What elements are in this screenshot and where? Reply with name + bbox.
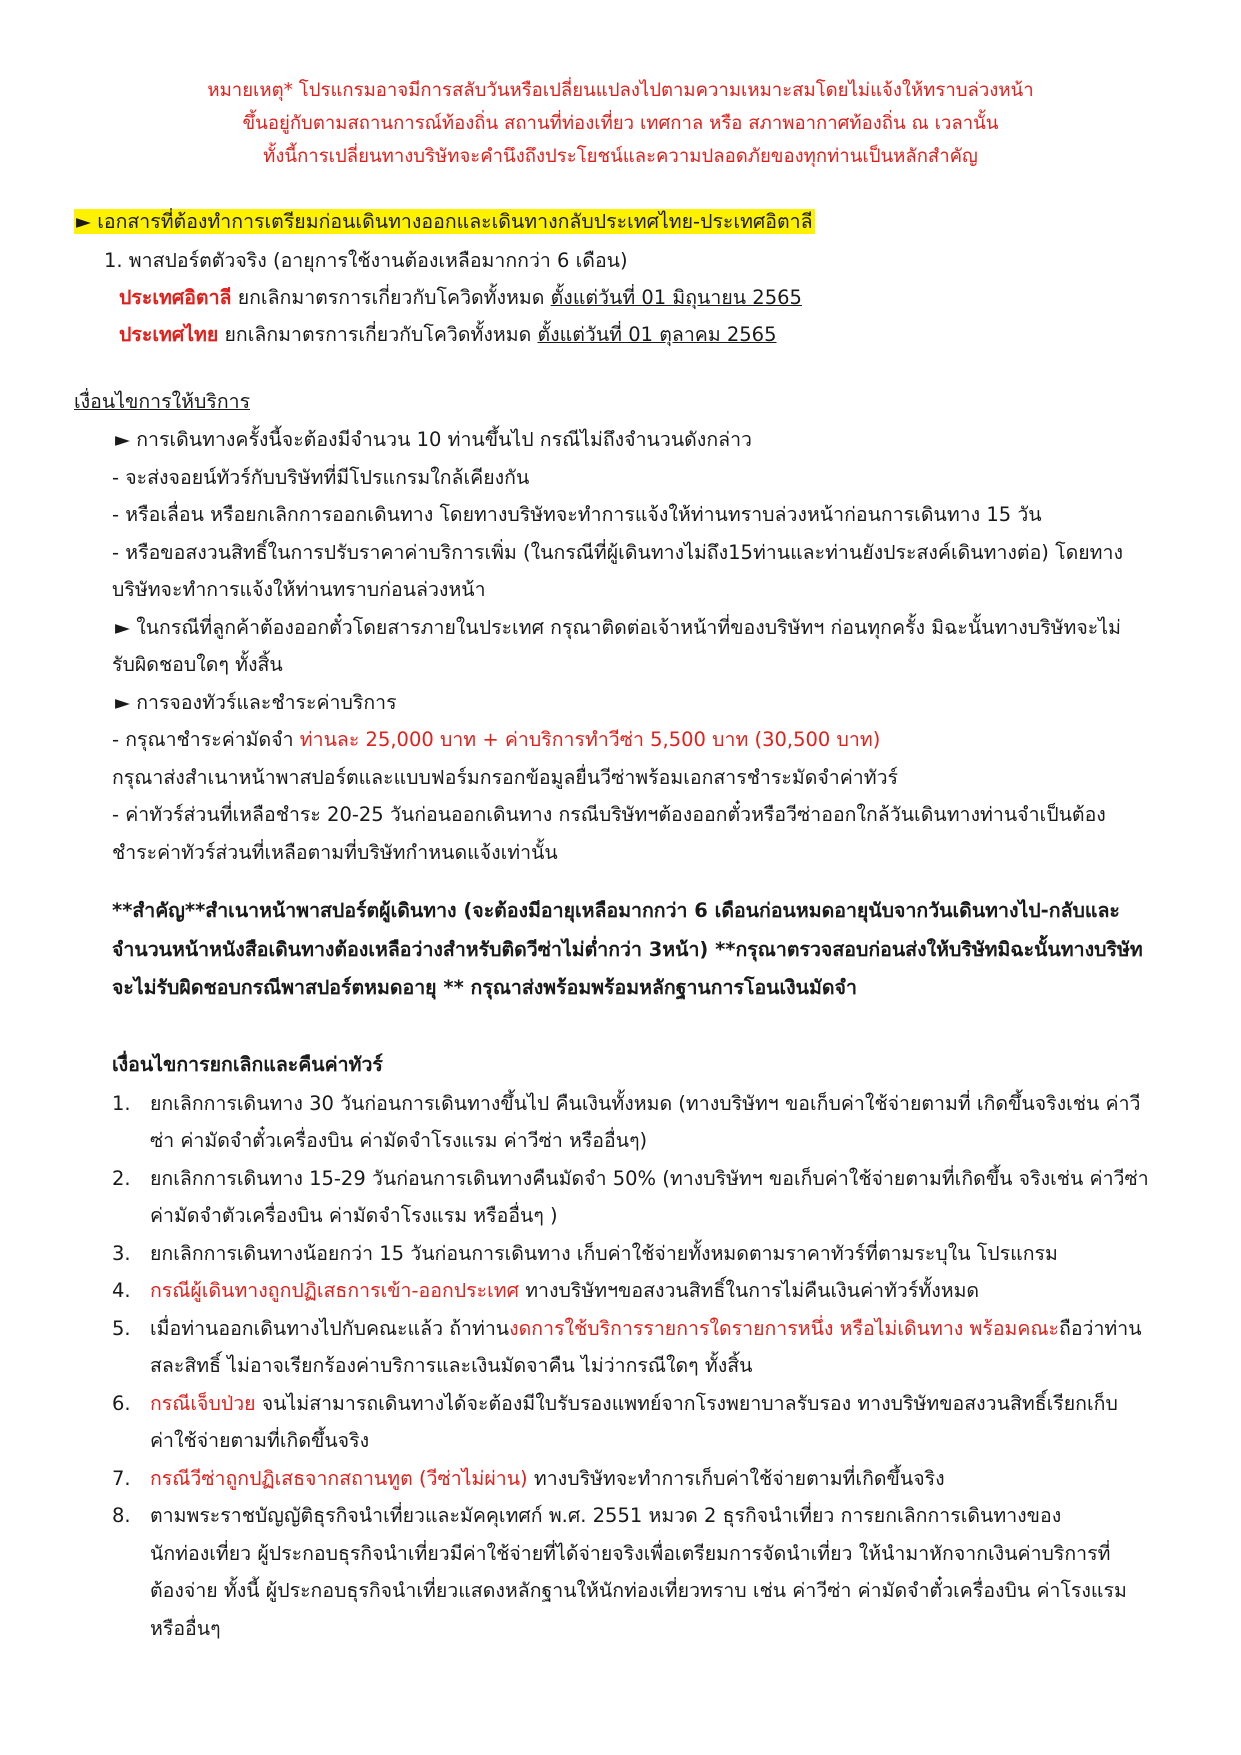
cancel-item-2-number: 2. [112,1167,131,1190]
cancel-item-1-line-a: ยกเลิกการเดินทาง 30 วันก่อนการเดินทางขึ้นไป คืนเงินทั้งหมด (ทางบริษัทฯ ขอเก็บค่าใช้จ่ายตามที่ เกิดขึ้นจริงเช่น ค่าวี [150,1092,1141,1115]
cancel-item-6-number: 6. [112,1392,131,1415]
deposit-line [112,725,880,755]
cancel-item-1-number: 1. [112,1092,131,1115]
cancel-item-7-line-a [150,1464,945,1494]
condition-line-4a: - หรือขอสงวนสิทธิ์ในการปรับราคาค่าบริการเพิ่ม (ในกรณีที่ผู้เดินทางไม่ถึง15ท่านและท่านยังประสงค์เดินทางต่อ) โดยทาง [112,541,1124,564]
cancel-item-7-red: กรณีวีซ่าถูกปฏิเสธจากสถานทูต (วีซ่าไม่ผ่าน) [150,1467,528,1490]
disclaimer-notice [0,74,1241,173]
cancel-item-5-line-b: สละสิทธิ์ ไม่อาจเรียกร้องค่าบริการและเงินมัดจาคืน ไม่ว่ากรณีใดๆ ทั้งสิ้น [150,1354,753,1377]
deposit-prefix: - กรุณาชำระค่ามัดจำ [112,728,300,751]
cancel-item-4-number: 4. [112,1279,131,1302]
cancel-item-2-line-a: ยกเลิกการเดินทาง 15-29 วันก่อนการเดินทางคืนมัดจำ 50% (ทางบริษัทฯ ขอเก็บค่าใช้จ่ายตามที่เกิดขึ้น จริงเช่น ค่าวีซ่า [150,1167,1149,1190]
cancel-item-6-text: จนไม่สามารถเดินทางได้จะต้องมีใบรับรองแพทย์จากโรงพยาบาลรับรอง ทางบริษัทขอสงวนสิทธิ์เรียกเก็บ [255,1392,1118,1415]
cancel-item-8-line-d: หรืออื่นๆ [150,1617,221,1640]
documents-heading-text: ► เอกสารที่ต้องทำการเตรียมก่อนเดินทางออกและเดินทางกลับประเทศไทย-ประเทศอิตาลี [76,210,813,233]
important-line-2: จำนวนหน้าหนังสือเดินทางต้องเหลือว่างสำหรับติดวีซ่าไม่ต่ำกว่า 3หน้า) **กรุณาตรวจสอบก่อนส่งให้บริษัทมิฉะนั้นทางบริษัท [112,938,1143,961]
italy-text: ยกเลิกมาตรการเกี่ยวกับโควิดทั้งหมด [231,286,551,309]
cancel-item-6-red: กรณีเจ็บป่วย [150,1392,256,1415]
thai-label: ประเทศไทย [119,323,219,346]
cancel-item-7-text: ทางบริษัทจะทำการเก็บค่าใช้จ่ายตามที่เกิดขึ้นจริง [527,1467,945,1490]
condition-line-1: ► การเดินทางครั้งนี้จะต้องมีจำนวน 10 ท่านขึ้นไป กรณีไม่ถึงจำนวนดังกล่าว [115,428,752,451]
italy-date: ตั้งแต่วันที่ 01 มิถุนายน 2565 [550,286,802,309]
cancel-item-3-number: 3. [112,1242,131,1265]
important-line-3: จะไม่รับผิดชอบกรณีพาสปอร์ตหมดอายุ ** กรุณาส่งพร้อมพร้อมหลักฐานการโอนเงินมัดจำ [112,976,857,999]
condition-line-5a: ► ในกรณีที่ลูกค้าต้องออกตั๋วโดยสารภายในประเทศ กรุณาติดต่อเจ้าหน้าที่ของบริษัทฯ ก่อนทุกครั้ง มิฉะนั้นทางบริษัทจะไม่ [115,616,1121,639]
cancel-item-3-line-a: ยกเลิกการเดินทางน้อยกว่า 15 วันก่อนการเดินทาง เก็บค่าใช้จ่ายทั้งหมดตามราคาทัวร์ที่ตามระบุใน โปรแกรม [150,1242,1058,1265]
condition-line-5b: รับผิดชอบใดๆ ทั้งสิ้น [112,653,283,676]
cancel-item-2-line-b: ค่ามัดจำตัวเครื่องบิน ค่ามัดจำโรงแรม หรืออื่นๆ ) [150,1204,558,1227]
conditions-heading: เงื่อนไขการให้บริการ [74,390,251,413]
documents-heading [74,207,815,237]
passport-requirement: 1. พาสปอร์ตตัวจริง (อายุการใช้งานต้องเหลือมากกว่า 6 เดือน) [104,249,628,272]
italy-covid-note [119,283,802,313]
cancel-item-8-line-a: ตามพระราชบัญญัติธุรกิจนำเที่ยวและมัคคุเทศก์ พ.ศ. 2551 หมวด 2 ธุรกิจนำเที่ยว การยกเลิกการเดินทางของ [150,1504,1062,1527]
cancel-item-7-number: 7. [112,1467,131,1490]
condition-line-9a: - ค่าทัวร์ส่วนที่เหลือชำระ 20-25 วันก่อนออกเดินทาง กรณีบริษัทฯต้องออกตั๋วหรือวีซ่าออกใกล้วันเดินทางท่านจำเป็นต้อง [112,803,1106,826]
cancel-item-8-line-b: นักท่องเที่ยว ผู้ประกอบธุรกิจนำเที่ยวมีค่าใช้จ่ายที่ได้จ่ายจริงเพื่อเตรียมการจัดนำเที่ยว ให้นำมาหักจากเงินค่าบริการที่ [150,1542,1111,1565]
cancel-item-6-line-b: ค่าใช้จ่ายตามที่เกิดขึ้นจริง [150,1429,370,1452]
condition-line-8: กรุณาส่งสำเนาหน้าพาสปอร์ตและแบบฟอร์มกรอกข้อมูลยื่นวีซ่าพร้อมเอกสารชำระมัดจำค่าทัวร์ [112,766,898,789]
thai-date: ตั้งแต่วันที่ 01 ตุลาคม 2565 [537,323,777,346]
condition-line-6: ► การจองทัวร์และชำระค่าบริการ [115,691,397,714]
important-line-1: **สำคัญ**สำเนาหน้าพาสปอร์ตผู้เดินทาง (จะต้องมีอายุเหลือมากกว่า 6 เดือนก่อนหมดอายุนับจากวันเดินทางไป-กลับและ [112,899,1120,922]
cancel-item-4-line-a [150,1276,979,1306]
cancel-item-8-number: 8. [112,1504,131,1527]
cancel-item-8-line-c: ต้องจ่าย ทั้งนี้ ผู้ประกอบธุรกิจนำเที่ยวแสดงหลักฐานให้นักท่องเที่ยวทราบ เช่น ค่าวีซ่า ค่ามัดจำตั๋วเครื่องบิน ค่าโรงแรม [150,1579,1127,1602]
condition-line-4b: บริษัทจะทำการแจ้งให้ท่านทราบก่อนล่วงหน้า [112,578,486,601]
deposit-amount: ท่านละ 25,000 บาท + ค่าบริการทำวีซ่า 5,500 บาท (30,500 บาท) [299,728,881,751]
cancel-item-5-number: 5. [112,1317,131,1340]
cancel-item-4-text: ทางบริษัทฯขอสงวนสิทธิ์ในการไม่คืนเงินค่าทัวร์ทั้งหมด [519,1279,980,1302]
cancel-item-1-line-b: ซ่า ค่ามัดจำตั๋วเครื่องบิน ค่ามัดจำโรงแรม ค่าวีซ่า หรืออื่นๆ) [150,1129,648,1152]
thai-covid-note [119,320,777,350]
notice-line-2: ขึ้นอยู่กับตามสถานการณ์ท้องถิ่น สถานที่ท่องเที่ยว เทศกาล หรือ สภาพอากาศท้องถิ่น ณ เวลานั้น [242,113,999,134]
condition-line-2: - จะส่งจอยน์ทัวร์กับบริษัทที่มีโปรแกรมใกล้เคียงกัน [112,466,530,489]
condition-line-3: - หรือเลื่อน หรือยกเลิกการออกเดินทาง โดยทางบริษัทจะทำการแจ้งให้ท่านทราบล่วงหน้าก่อนการเดินทาง 15 วัน [112,503,1042,526]
notice-line-3: ทั้งนี้การเปลี่ยนทางบริษัทจะคำนึงถึงประโยชน์และความปลอดภัยของทุกท่านเป็นหลักสำคัญ [263,146,978,167]
cancel-item-5-red: งดการใช้บริการรายการใดรายการหนึ่ง หรือไม่เดินทาง พร้อมคณะ [509,1317,1060,1340]
condition-line-9b: ชำระค่าทัวร์ส่วนที่เหลือตามที่บริษัทกำหนดแจ้งเท่านั้น [112,841,558,864]
italy-label: ประเทศอิตาลี [119,286,232,309]
cancel-item-5-line-a [150,1314,1142,1344]
cancel-heading: เงื่อนไขการยกเลิกและคืนค่าทัวร์ [112,1053,383,1076]
cancel-item-5-post: ถือว่าท่าน [1059,1317,1142,1340]
thai-text: ยกเลิกมาตรการเกี่ยวกับโควิดทั้งหมด [218,323,538,346]
cancel-item-5-pre: เมื่อท่านออกเดินทางไปกับคณะแล้ว ถ้าท่าน [150,1317,510,1340]
cancel-item-4-red: กรณีผู้เดินทางถูกปฏิเสธการเข้า-ออกประเทศ [150,1279,519,1302]
cancel-item-6-line-a [150,1389,1118,1419]
notice-line-1: หมายเหตุ* โปรแกรมอาจมีการสลับวันหรือเปลี่ยนแปลงไปตามความเหมาะสมโดยไม่แจ้งให้ทราบล่วงหน้า [207,80,1034,101]
